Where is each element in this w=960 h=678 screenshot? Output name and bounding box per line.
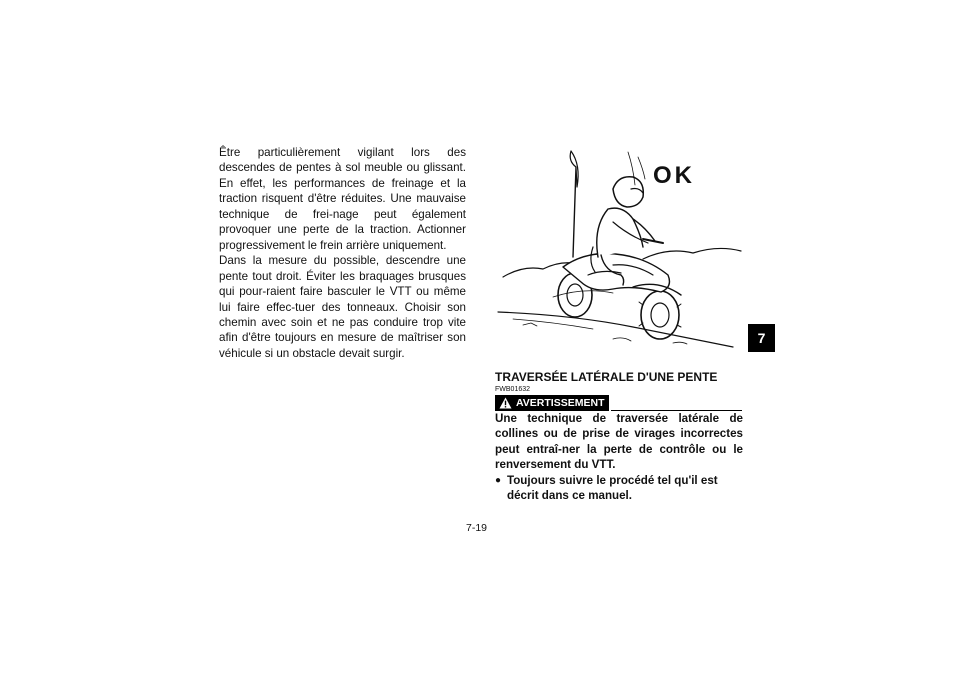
warning-badge — [495, 395, 609, 411]
atv-descending-slope-illustration — [493, 147, 743, 355]
warning-text: Une technique de traversée latérale de collines ou de prise de virages incorrectes peut entraî-ner la perte de contrôle ou le renversement du VTT. — [495, 412, 743, 472]
page-number: 7-19 — [466, 522, 488, 534]
bullet-icon: ● — [495, 474, 502, 486]
section-title: TRAVERSÉE LATÉRALE D'UNE PENTE — [495, 370, 718, 384]
paragraph-braking: Être particulièrement vigilant lors des descendes de pentes à sol meuble ou glissant. En effet, les performances de freinage et la traction risquent d'être réduites. Une mauvaise technique de frei-nage peut également provoquer une perte de la traction. Actionner progressivement le frein arrière uniquement. — [219, 146, 466, 252]
list-item — [495, 473, 743, 504]
warning-header — [495, 395, 742, 411]
warning-triangle-icon — [499, 397, 512, 409]
bullet-text: Toujours suivre le procédé tel qu'il est décrit dans ce manuel. — [507, 473, 718, 503]
reference-code: FWB01632 — [495, 386, 531, 393]
left-column — [219, 145, 466, 361]
warning-body — [495, 411, 743, 504]
ok-label: OK — [653, 162, 695, 189]
chapter-tab: 7 — [748, 324, 775, 352]
warning-label: AVERTISSEMENT — [516, 397, 605, 409]
paragraph-descend-straight: Dans la mesure du possible, descendre une pente tout droit. Éviter les braquages brusques qui pour-raient faire basculer le VTT ou même lui faire effec-tuer des tonneaux. Choisir son chemin avec soin et ne pas conduire trop vite afin d'être toujours en mesure de maîtriser son véhicule si un obstacle devait surgir. — [219, 254, 466, 360]
